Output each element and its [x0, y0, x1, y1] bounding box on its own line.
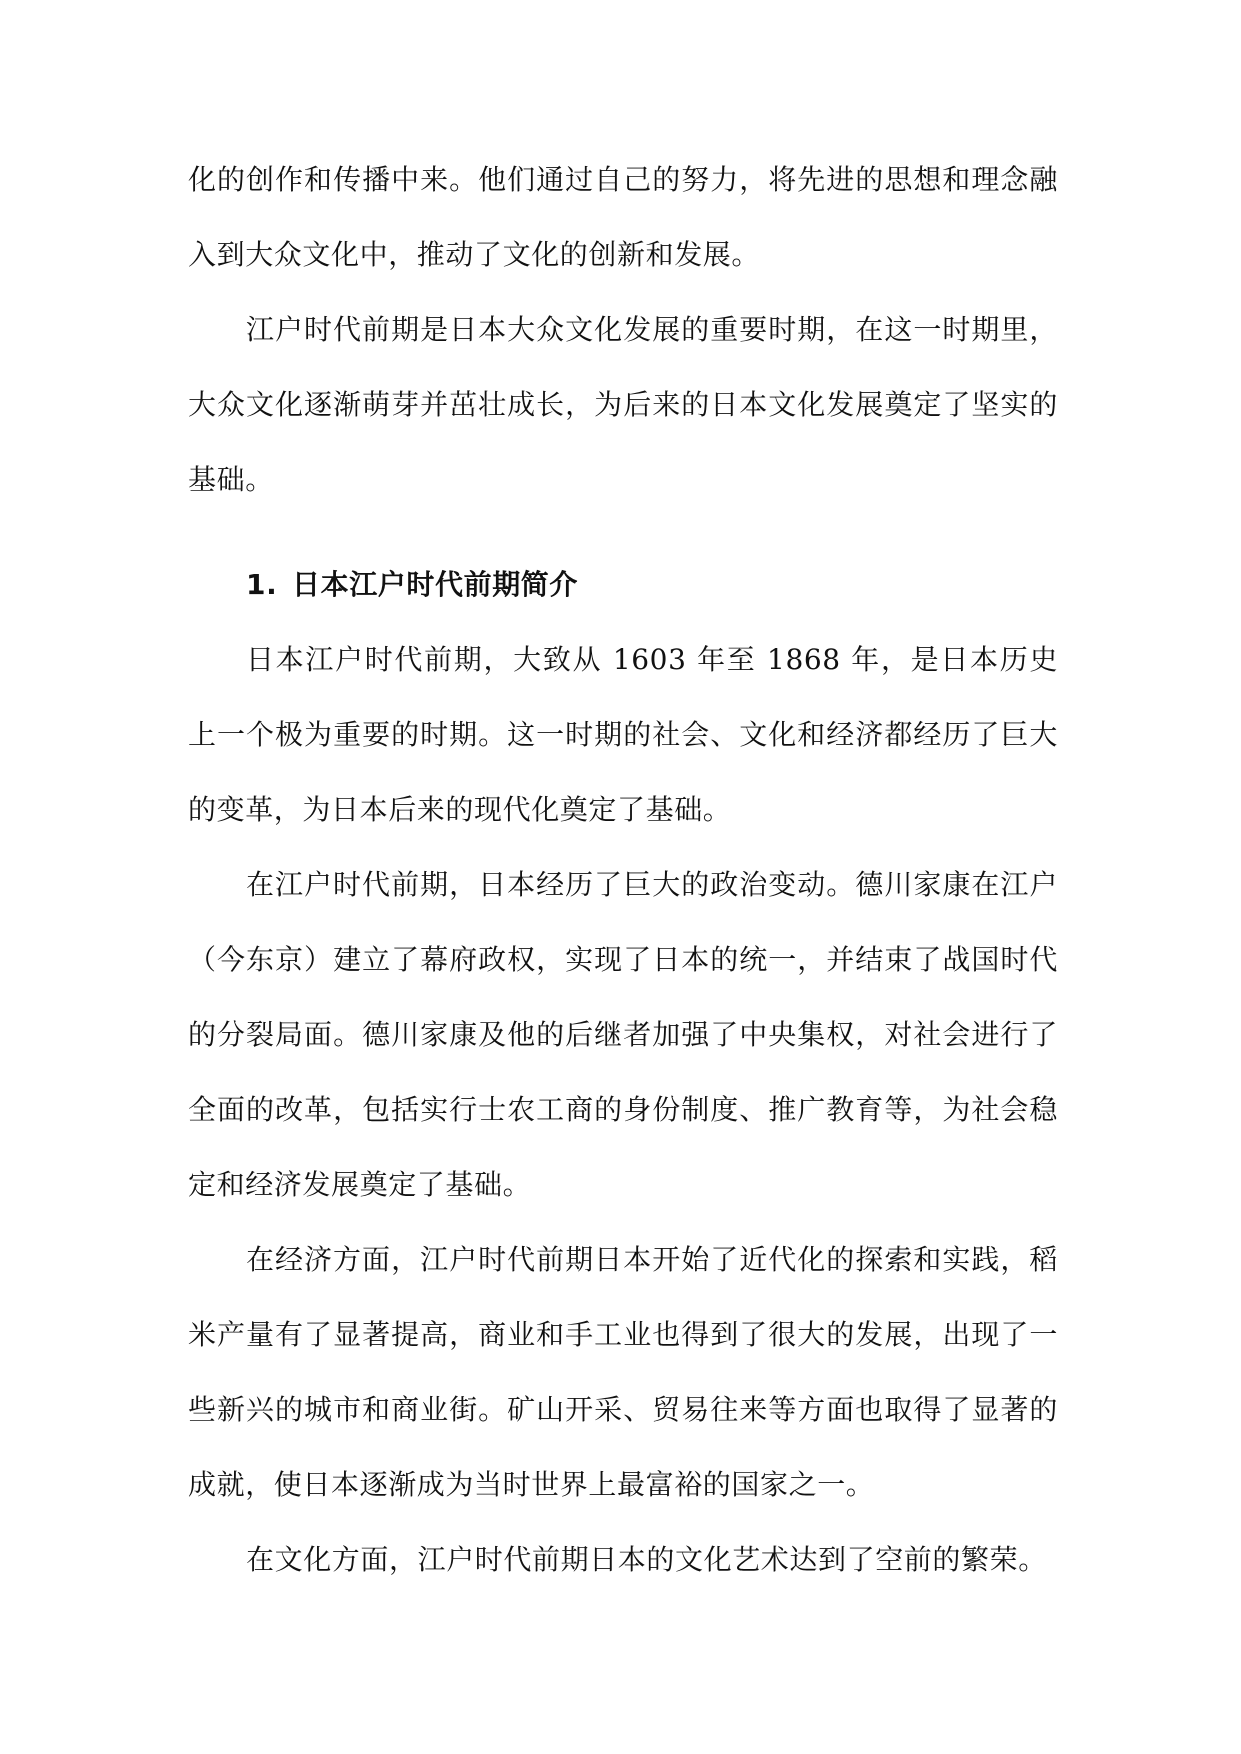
body-paragraph: 化的创作和传播中来。他们通过自己的努力，将先进的思想和理念融入到大众文化中，推动了文化的创新和发展。: [188, 163, 1058, 271]
body-paragraph: 在江户时代前期，日本经历了巨大的政治变动。德川家康在江户（今东京）建立了幕府政权，实现了日本的统一，并结束了战国时代的分裂局面。德川家康及他的后继者加强了中央集权，对社会进行了全面的改革，包括实行士农工商的身份制度、推广教育等，为社会稳定和经济发展奠定了基础。: [188, 868, 1058, 1201]
body-paragraph: 在经济方面，江户时代前期日本开始了近代化的探索和实践，稻米产量有了显著提高，商业和手工业也得到了很大的发展，出现了一些新兴的城市和商业街。矿山开采、贸易往来等方面也取得了显著的成就，使日本逐渐成为当时世界上最富裕的国家之一。: [188, 1243, 1058, 1501]
body-paragraph: 江户时代前期是日本大众文化发展的重要时期，在这一时期里，大众文化逐渐萌芽并茁壮成长，为后来的日本文化发展奠定了坚实的基础。: [188, 313, 1058, 496]
section-number: 1.: [246, 568, 278, 601]
body-paragraph: 在文化方面，江户时代前期日本的文化艺术达到了空前的繁荣。: [246, 1543, 1047, 1576]
document-body: [188, 142, 1058, 1597]
section-heading: [188, 547, 1058, 622]
body-paragraph: 日本江户时代前期，大致从 1603 年至 1868 年，是日本历史上一个极为重要的时期。这一时期的社会、文化和经济都经历了巨大的变革，为日本后来的现代化奠定了基础。: [188, 643, 1058, 826]
section-title: 日本江户时代前期简介: [292, 568, 579, 601]
